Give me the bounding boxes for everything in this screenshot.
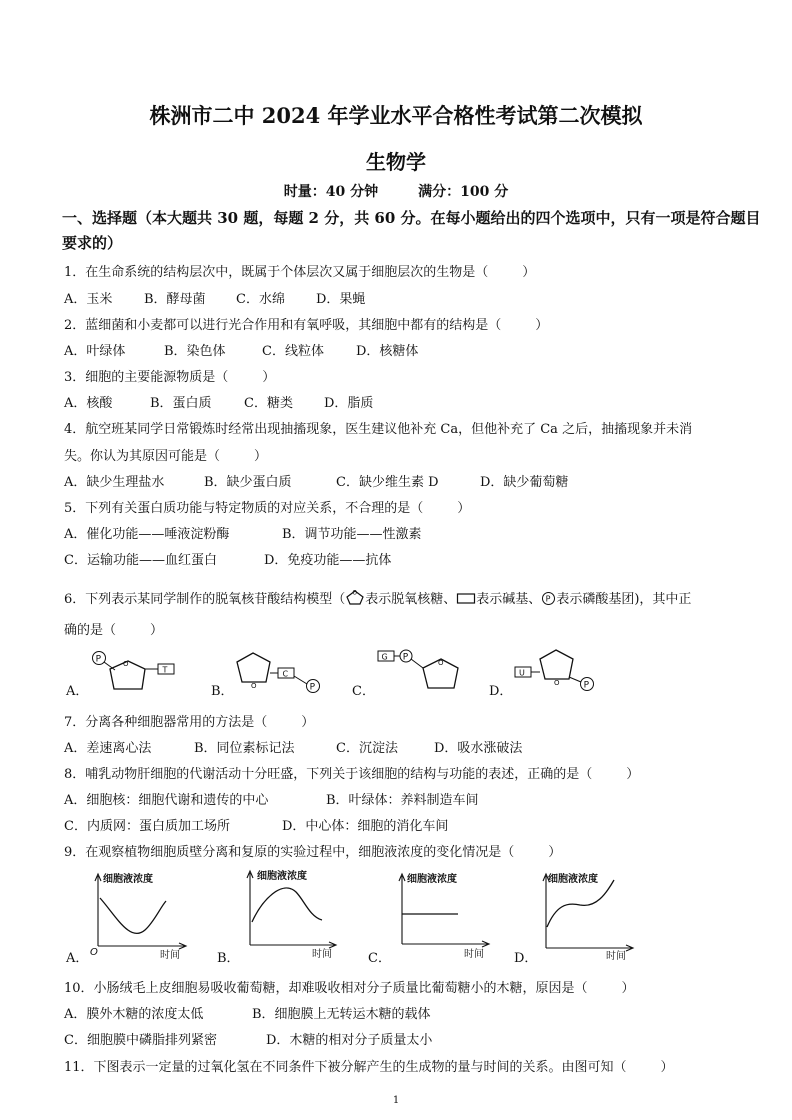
q1-option-b[interactable]: B．酵母菌 (144, 292, 206, 307)
q9-option-b-graph (240, 865, 345, 960)
q8-option-c[interactable]: C．内质网：蛋白质加工场所 (64, 819, 230, 834)
q2-options (64, 340, 418, 359)
q8-option-b[interactable]: B．叶绿体：养料制造车间 (326, 793, 479, 808)
svg-text:时间: 时间 (312, 949, 332, 960)
q1-stem: 1．在生命系统的结构层次中，既属于个体层次又属于细胞层次的生物是（ ） (64, 265, 536, 280)
q9-option-a-label[interactable]: A． (66, 951, 89, 966)
q7-stem: 7．分离各种细胞器常用的方法是（ ） (64, 715, 315, 730)
subject-title: 生物学 (366, 150, 426, 174)
q10-option-d[interactable]: D．木糖的相对分子质量太小 (266, 1033, 433, 1048)
q6-stem-line1: 6．下列表示某同学制作的脱氧核苷酸结构模型（ O 表示脱氧核糖、 表示碱基、 P 表示磷酸基团)，其中正 (64, 589, 692, 607)
q1-options (64, 288, 365, 307)
svg-text:时间: 时间 (606, 951, 626, 960)
q2-stem: 2．蓝细菌和小麦都可以进行光合作用和有氧呼吸，其细胞中都有的结构是（ ） (64, 318, 549, 333)
q9-option-c-label[interactable]: C． (368, 951, 391, 966)
svg-text:O: O (251, 682, 257, 690)
q2-option-d[interactable]: D．核糖体 (356, 344, 419, 359)
q9-option-d-graph (536, 868, 641, 960)
q8-options-row2 (64, 815, 448, 834)
q7-option-d[interactable]: D．吸水涨破法 (434, 741, 523, 756)
q8-stem: 8．哺乳动物肝细胞的代谢活动十分旺盛，下列关于该细胞的结构与功能的表述，正确的是（ ） (64, 767, 640, 782)
svg-text:时间: 时间 (160, 950, 180, 960)
full-score: 满分：100 分 (418, 184, 509, 200)
svg-text:O: O (554, 679, 560, 687)
q10-option-b[interactable]: B．细胞膜上无转运木糖的载体 (252, 1007, 431, 1022)
svg-text:细胞液浓度: 细胞液浓度 (103, 874, 153, 885)
q9-option-a-graph (88, 868, 193, 960)
q7-option-b[interactable]: B．同位素标记法 (194, 741, 295, 756)
pentagon-legend-icon (345, 589, 365, 605)
q3-option-a[interactable]: A．核酸 (64, 396, 113, 411)
q9-option-d-label[interactable]: D． (514, 951, 538, 966)
q6-option-a-label[interactable]: A． (66, 684, 89, 699)
base-label-c: G (381, 652, 388, 662)
q4-option-b[interactable]: B．缺少蛋白质 (204, 475, 292, 490)
q4-stem-line1: 4．航空班某同学日常锻炼时经常出现抽搐现象，医生建议他补充 Ca，但他补充了 Ca 之后，抽搐现象并未消 (64, 422, 693, 437)
q3-option-c[interactable]: C．糖类 (244, 396, 293, 411)
q9-stem: 9．在观察植物细胞质壁分离和复原的实验过程中，细胞液浓度的变化情况是（ ） (64, 845, 562, 860)
section-heading: 一、选择题（本大题共 30 题，每题 2 分，共 60 分。在每小题给出的四个选项中，只有一项是符合题目要求的） (62, 209, 761, 252)
exam-title: 株洲市二中 2024 年学业水平合格性考试第二次模拟 (149, 103, 643, 128)
q8-option-d[interactable]: D．中心体：细胞的消化车间 (282, 819, 449, 834)
q9-option-b-label[interactable]: B． (217, 951, 240, 966)
q9-option-c-graph (392, 868, 497, 960)
q10-stem: 10．小肠绒毛上皮细胞易吸收葡萄糖，却难吸收相对分子质量比葡萄糖小的木糖，原因是（ ） (64, 981, 635, 996)
q5-option-d[interactable]: D．免疫功能——抗体 (264, 553, 392, 568)
q10-option-a[interactable]: A．膜外木糖的浓度太低 (64, 1007, 204, 1022)
q6-option-c-diagram (375, 648, 475, 698)
phosphate-legend-icon (541, 591, 556, 606)
q6-option-b-diagram (232, 648, 332, 698)
q1-option-d[interactable]: D．果蝇 (316, 292, 366, 307)
q6-stem-line2: 确的是（ ） (64, 623, 164, 638)
q6-option-d-label[interactable]: D． (489, 684, 513, 699)
q5-options-row1 (64, 523, 422, 542)
q4-option-c[interactable]: C．缺少维生素 D (336, 475, 439, 490)
svg-text:P: P (583, 680, 590, 691)
q3-option-d[interactable]: D．脂质 (324, 396, 374, 411)
q6-option-d-diagram (510, 645, 610, 697)
svg-text:O: O (438, 659, 444, 667)
q1-option-a[interactable]: A．玉米 (64, 292, 113, 307)
q8-options-row1 (64, 789, 479, 808)
svg-text:O: O (90, 947, 98, 958)
q10-option-c[interactable]: C．细胞膜中磷脂排列紧密 (64, 1033, 217, 1048)
base-label-d: U (519, 668, 525, 678)
svg-text:时间: 时间 (464, 949, 484, 960)
q5-option-a[interactable]: A．催化功能——唾液淀粉酶 (64, 527, 230, 542)
svg-text:细胞液浓度: 细胞液浓度 (548, 874, 598, 885)
svg-text:P: P (402, 652, 409, 663)
q3-option-b[interactable]: B．蛋白质 (150, 396, 212, 411)
base-label-a: T (162, 665, 168, 675)
q2-option-a[interactable]: A．叶绿体 (64, 344, 126, 359)
q7-option-a[interactable]: A．差速离心法 (64, 741, 152, 756)
q4-option-a[interactable]: A．缺少生理盐水 (64, 475, 165, 490)
svg-text:P: P (95, 654, 102, 665)
svg-text:O: O (123, 660, 129, 668)
phosphate-legend-label: P (545, 594, 551, 604)
svg-text:细胞液浓度: 细胞液浓度 (257, 871, 307, 882)
q4-options (64, 471, 568, 490)
q1-option-c[interactable]: C．水绵 (236, 292, 285, 307)
q5-option-b[interactable]: B．调节功能——性激素 (282, 527, 422, 542)
svg-text:细胞液浓度: 细胞液浓度 (407, 874, 457, 885)
q5-option-c[interactable]: C．运输功能——血红蛋白 (64, 553, 217, 568)
q6-option-c-label[interactable]: C． (352, 684, 375, 699)
exam-info (0, 181, 792, 201)
base-label-b: C (282, 669, 289, 679)
q7-option-c[interactable]: C．沉淀法 (336, 741, 398, 756)
svg-text:O: O (352, 589, 358, 597)
q10-options-row1 (64, 1003, 431, 1022)
q8-option-a[interactable]: A．细胞核：细胞代谢和遗传的中心 (64, 793, 269, 808)
q5-stem: 5．下列有关蛋白质功能与特定物质的对应关系，不合理的是（ ） (64, 501, 471, 516)
q10-options-row2 (64, 1029, 432, 1048)
q4-stem-line2: 失。你认为其原因可能是（ ） (64, 449, 268, 464)
q3-options (64, 392, 373, 411)
page-number: 1 (392, 1095, 400, 1106)
time-limit: 时量：40 分钟 (283, 184, 379, 200)
q7-options (64, 737, 522, 756)
q2-option-c[interactable]: C．线粒体 (262, 344, 324, 359)
q6-option-a-diagram (88, 645, 188, 700)
svg-text:P: P (309, 682, 316, 693)
q6-option-b-label[interactable]: B． (211, 684, 234, 699)
q3-stem: 3．细胞的主要能源物质是（ ） (64, 370, 276, 385)
q11-stem: 11．下图表示一定量的过氧化氢在不同条件下被分解产生的生成物的量与时间的关系。由图可知（ ） (64, 1060, 674, 1075)
rectangle-legend-icon (456, 591, 476, 605)
q4-option-d[interactable]: D．缺少葡萄糖 (480, 475, 569, 490)
q5-options-row2 (64, 549, 391, 568)
q2-option-b[interactable]: B．染色体 (164, 344, 226, 359)
